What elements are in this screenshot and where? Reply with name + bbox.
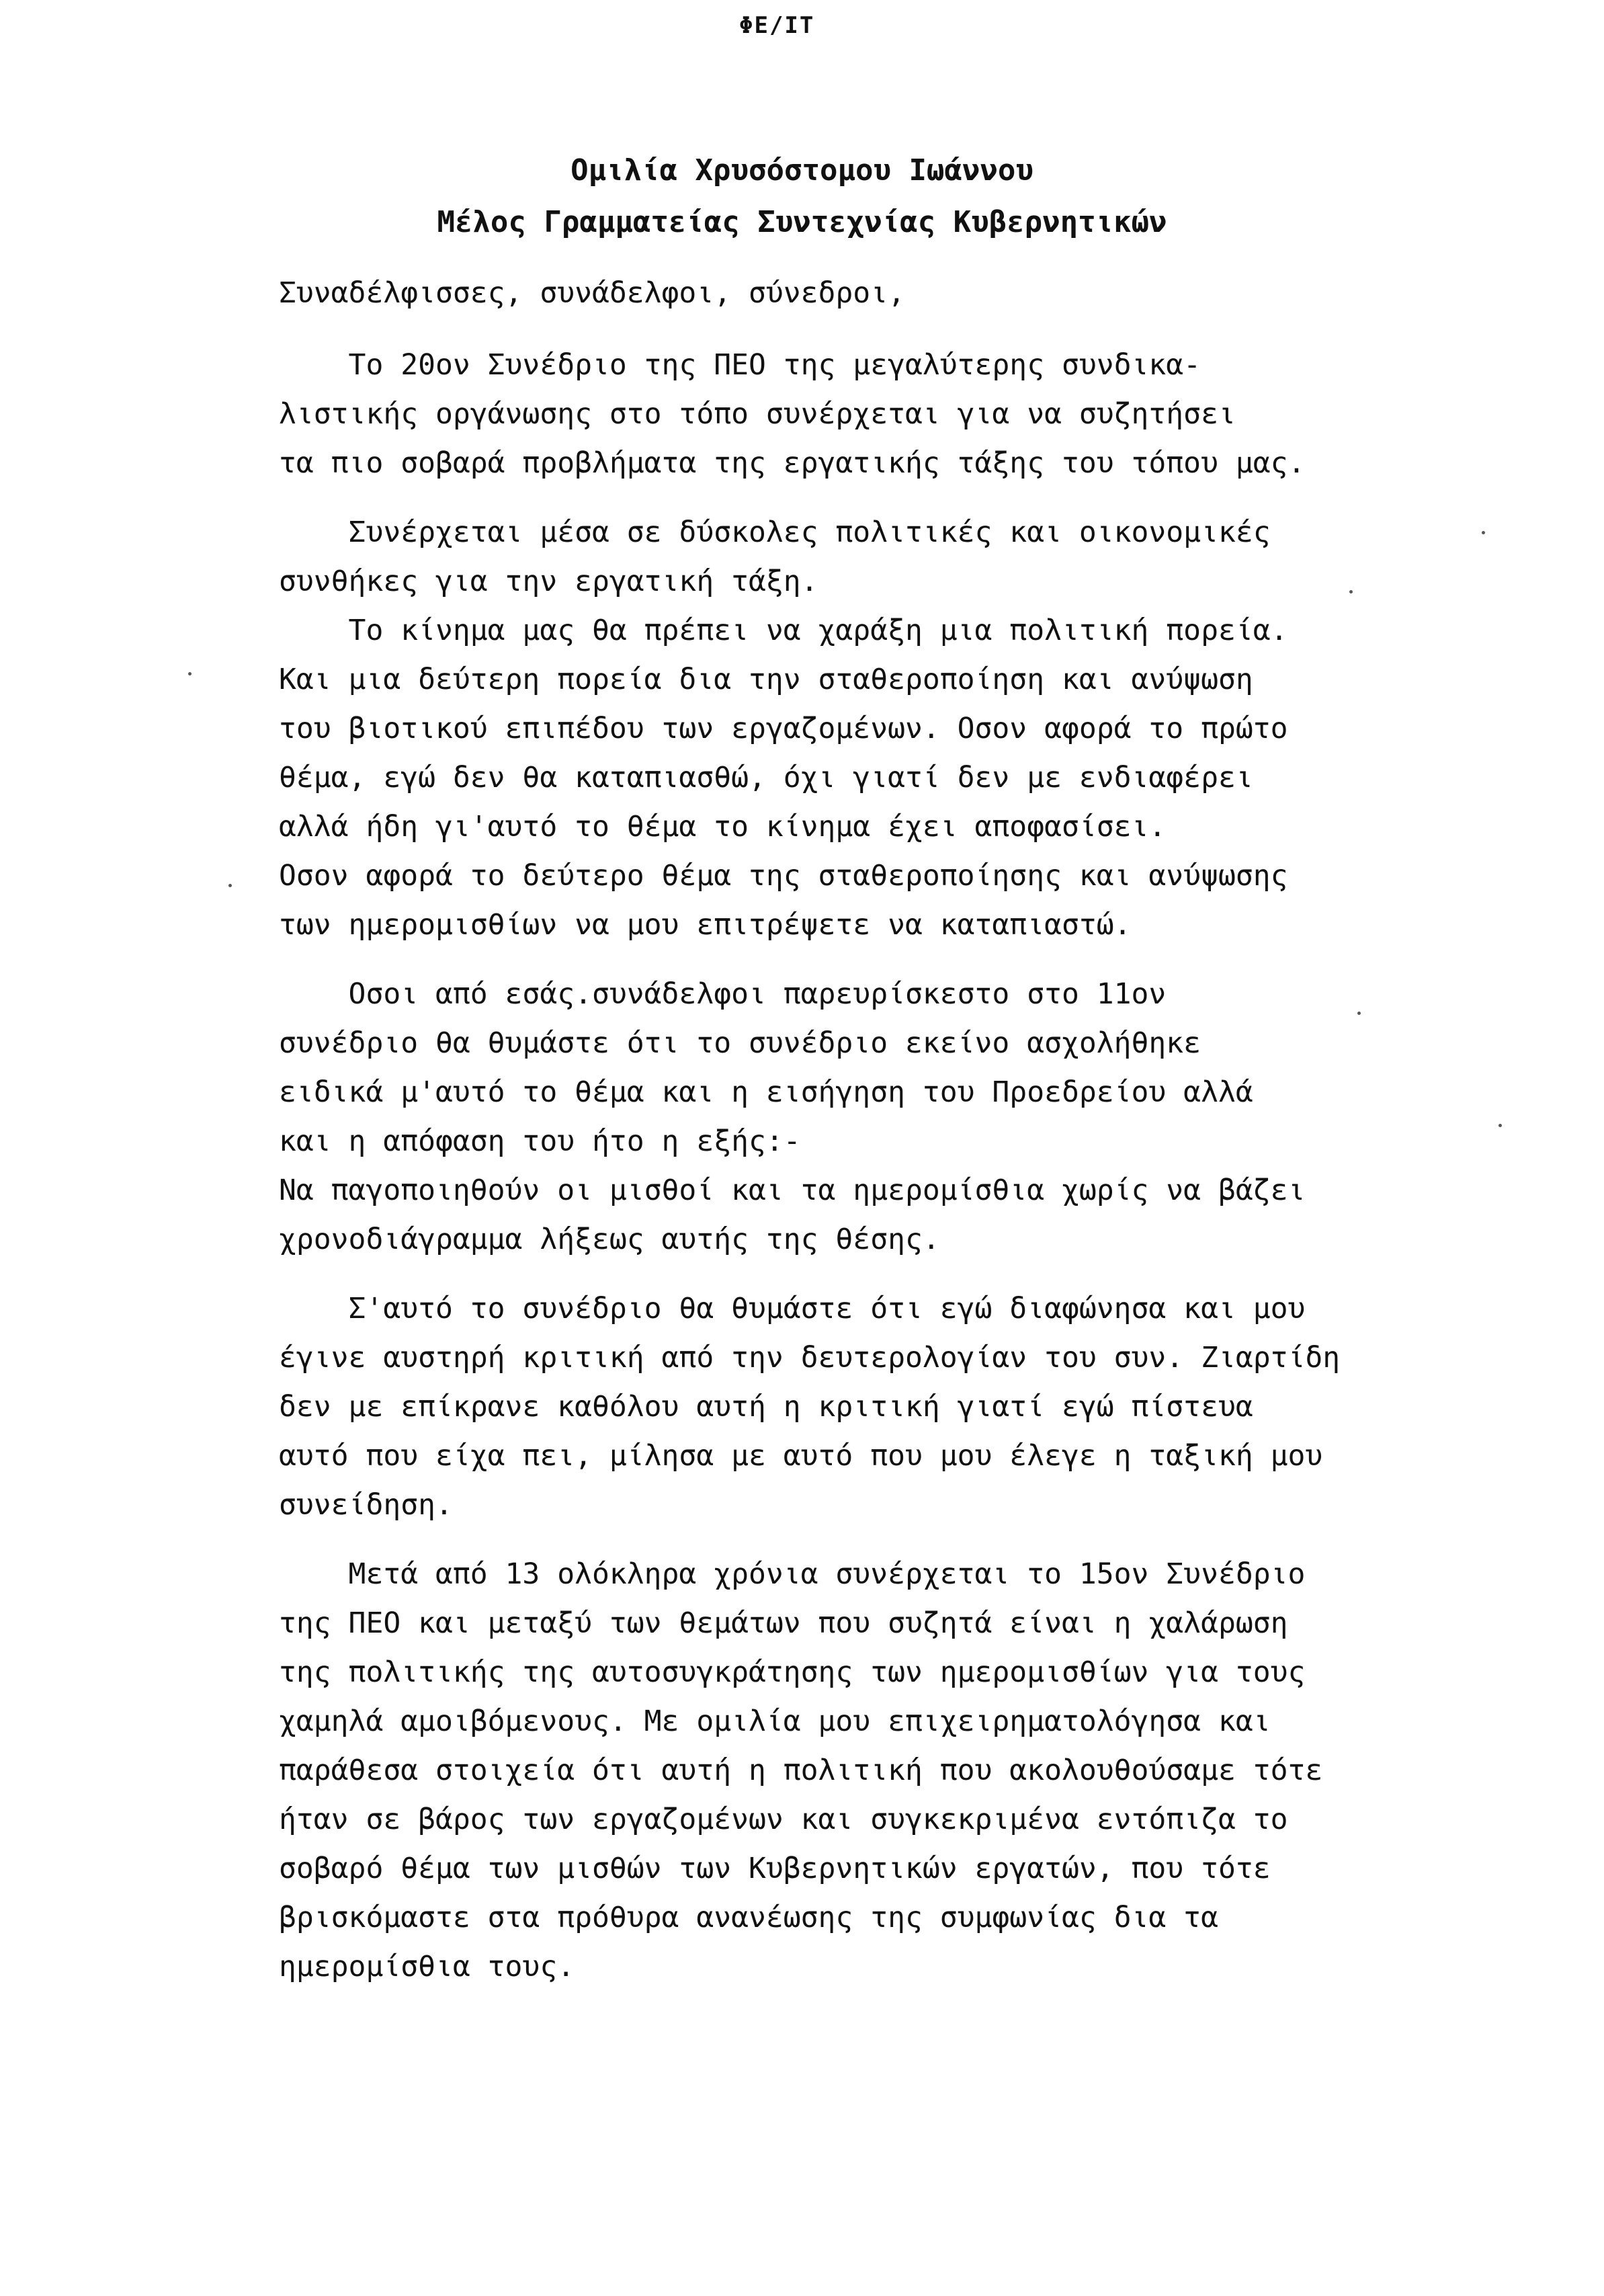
paragraph xyxy=(279,1550,1529,1992)
text-line: αυτό που είχα πει, μίλησα με αυτό που μου έλεγε η ταξική μου xyxy=(279,1439,1323,1473)
text-line: του βιοτικού επιπέδου των εργαζομένων. Οσον αφορά το πρώτο xyxy=(279,712,1288,745)
text-line: χαμηλά αμοιβόμενους. Με ομιλία μου επιχειρηματολόγησα και xyxy=(279,1705,1271,1738)
scan-speck xyxy=(188,672,192,675)
text-line: της ΠΕΟ και μεταξύ των θεμάτων που συζητά είναι η χαλάρωση xyxy=(279,1606,1288,1640)
text-line: σοβαρό θέμα των μισθών των Κυβερνητικών εργατών, που τότε xyxy=(279,1852,1271,1885)
text-line: Σ'αυτό το συνέδριο θα θυμάστε ότι εγώ διαφώνησα και μου xyxy=(279,1292,1306,1325)
paragraph xyxy=(279,970,1529,1264)
text-line: συνέδριο θα θυμάστε ότι το συνέδριο εκείνο ασχολήθηκε xyxy=(279,1026,1201,1060)
text-line: συνθήκες για την εργατική τάξη. xyxy=(279,565,818,598)
scan-speck xyxy=(1349,590,1353,593)
text-line: λιστικής οργάνωσης στο τόπο συνέρχεται για να συζητήσει xyxy=(279,397,1236,431)
text-line: Το 20ον Συνέδριο της ΠΕΟ της μεγαλύτερης συνδικα- xyxy=(279,348,1201,382)
paragraph-greeting xyxy=(279,269,1529,318)
text-line: ημερομίσθια τους. xyxy=(279,1950,575,1983)
text-line: παράθεσα στοιχεία ότι αυτή η πολιτική που ακολουθούσαμε τότε xyxy=(279,1754,1323,1787)
paragraph xyxy=(279,341,1529,488)
speech-title: Ομιλία Χρυσόστομου Ιωάννου xyxy=(571,153,1033,188)
paragraph xyxy=(279,1284,1529,1530)
text-line: βρισκόμαστε στα πρόθυρα ανανέωσης της συμφωνίας δια τα xyxy=(279,1901,1218,1934)
speaker-role: Μέλος Γραμματείας Συντεχνίας Κυβερνητικών xyxy=(437,205,1167,239)
text-line: και η απόφαση του ήτο η εξής:- xyxy=(279,1124,801,1158)
text-line: χρονοδιάγραμμα λήξεως αυτής της θέσης. xyxy=(279,1223,940,1256)
scan-speck xyxy=(228,884,232,887)
header-mark: ΦΕ/ΙΤ xyxy=(739,12,815,39)
text-line: των ημερομισθίων να μου επιτρέψετε να καταπιαστώ. xyxy=(279,908,1132,942)
text-line: της πολιτικής της αυτοσυγκράτησης των ημερομισθίων για τους xyxy=(279,1655,1306,1689)
text-line: έγινε αυστηρή κριτική από την δευτερολογίαν του συν. Ζιαρτίδη xyxy=(279,1341,1341,1375)
text-line: Μετά από 13 ολόκληρα χρόνια συνέρχεται το 15ον Συνέδριο xyxy=(279,1557,1306,1591)
text-line: ήταν σε βάρος των εργαζομένων και συγκεκριμένα εντόπιζα το xyxy=(279,1803,1288,1836)
text-line: Συναδέλφισσες, συνάδελφοι, σύνεδροι, xyxy=(279,276,905,310)
text-line: Συνέρχεται μέσα σε δύσκολες πολιτικές και οικονομικές xyxy=(279,516,1271,549)
scan-speck xyxy=(1499,1124,1502,1127)
text-line: Οσον αφορά το δεύτερο θέμα της σταθεροποίησης και ανύψωσης xyxy=(279,859,1288,893)
text-line: δεν με επίκρανε καθόλου αυτή η κριτική γιατί εγώ πίστευα xyxy=(279,1390,1253,1424)
text-line: Οσοι από εσάς.συνάδελφοι παρευρίσκεστο στο 11ον xyxy=(279,977,1167,1011)
text-line: θέμα, εγώ δεν θα καταπιασθώ, όχι γιατί δεν με ενδιαφέρει xyxy=(279,761,1253,794)
text-line: Και μια δεύτερη πορεία δια την σταθεροποίηση και ανύψωση xyxy=(279,663,1253,696)
text-line: Να παγοποιηθούν οι μισθοί και τα ημερομίσθια χωρίς να βάζει xyxy=(279,1174,1306,1207)
text-line: Το κίνημα μας θα πρέπει να χαράξη μια πολιτική πορεία. xyxy=(279,614,1288,647)
text-line: αλλά ήδη γι'αυτό το θέμα το κίνημα έχει αποφασίσει. xyxy=(279,810,1167,844)
paragraph xyxy=(279,508,1529,950)
scan-speck xyxy=(1357,1012,1361,1015)
speech-body xyxy=(279,269,1529,1992)
text-line: τα πιο σοβαρά προβλήματα της εργατικής τάξης του τόπου μας. xyxy=(279,446,1306,480)
text-line: ειδικά μ'αυτό το θέμα και η εισήγηση του Προεδρείου αλλά xyxy=(279,1075,1253,1109)
scan-speck xyxy=(1482,531,1485,534)
text-line: συνείδηση. xyxy=(279,1488,453,1522)
